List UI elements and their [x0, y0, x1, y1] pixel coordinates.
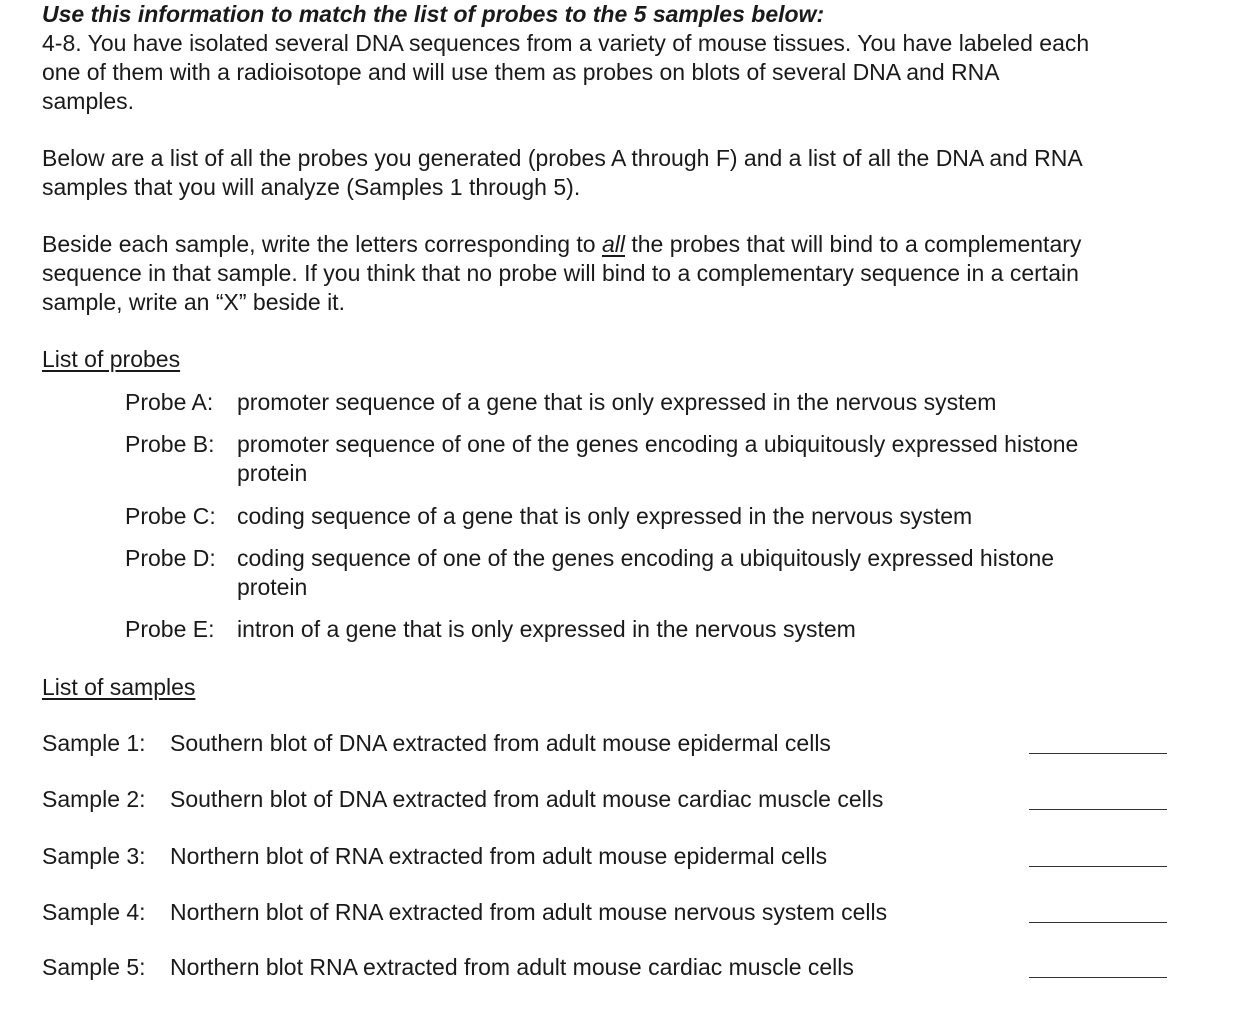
probe-description — [237, 544, 1185, 602]
probe-item — [125, 615, 1185, 644]
sample-description: Southern blot of DNA extracted from adult mouse cardiac muscle cells — [170, 786, 884, 812]
probe-item — [125, 502, 1185, 531]
intro-paragraph — [42, 29, 1202, 116]
instructions-emphasis: all — [601, 231, 625, 257]
probe-label: Probe A: — [125, 389, 214, 415]
probes-title: List of probes — [42, 346, 181, 372]
lists-paragraph — [42, 144, 1202, 202]
instructions-paragraph — [42, 230, 1202, 317]
instructions-line: sample, write an “X” beside it. — [42, 289, 345, 315]
samples-title: List of samples — [42, 674, 196, 700]
probe-line: promoter sequence of one of the genes encoding a ubiquitously expressed histone — [237, 431, 1079, 457]
sample-row — [42, 842, 1202, 871]
answer-blank[interactable] — [1029, 977, 1167, 978]
sample-row — [42, 785, 1202, 814]
sample-label: Sample 3: — [42, 843, 146, 869]
probe-description — [237, 430, 1185, 488]
intro-line: 4-8. You have isolated several DNA sequences from a variety of mouse tissues. You have labeled each — [42, 30, 1090, 56]
instructions-line: sequence in that sample. If you think that no probe will bind to a complementary sequence in a certain — [42, 260, 1079, 286]
probe-item — [125, 544, 1185, 602]
sample-label: Sample 1: — [42, 730, 146, 756]
probe-line: coding sequence of a gene that is only expressed in the nervous system — [237, 503, 973, 529]
intro-line: one of them with a radioisotope and will use them as probes on blots of several DNA and RNA — [42, 59, 1000, 85]
sample-description: Southern blot of DNA extracted from adult mouse epidermal cells — [170, 730, 831, 756]
instructions-text: Beside each sample, write the letters corresponding to — [42, 231, 602, 257]
probe-label: Probe B: — [125, 431, 215, 457]
answer-blank[interactable] — [1029, 922, 1167, 923]
probe-line: protein — [237, 460, 308, 486]
sample-row — [42, 898, 1202, 927]
sample-row — [42, 729, 1202, 758]
sample-description: Northern blot of RNA extracted from adult mouse nervous system cells — [170, 899, 888, 925]
sample-row — [42, 953, 1202, 982]
probe-line: protein — [237, 574, 308, 600]
intro-line: samples. — [42, 88, 135, 114]
probe-line: intron of a gene that is only expressed in the nervous system — [237, 616, 856, 642]
sample-description: Northern blot RNA extracted from adult mouse cardiac muscle cells — [170, 954, 854, 980]
sample-label: Sample 4: — [42, 899, 146, 925]
sample-label: Sample 2: — [42, 786, 146, 812]
probe-item — [125, 388, 1185, 417]
sample-description: Northern blot of RNA extracted from adult mouse epidermal cells — [170, 843, 828, 869]
lists-line: Below are a list of all the probes you generated (probes A through F) and a list of all the DNA and RNA — [42, 145, 1083, 171]
probe-line: promoter sequence of a gene that is only expressed in the nervous system — [237, 389, 997, 415]
probe-label: Probe C: — [125, 503, 216, 529]
answer-blank[interactable] — [1029, 753, 1167, 754]
answer-blank[interactable] — [1029, 866, 1167, 867]
lists-line: samples that you will analyze (Samples 1 through 5). — [42, 174, 581, 200]
answer-blank[interactable] — [1029, 809, 1167, 810]
probe-description — [237, 615, 1185, 644]
probe-label: Probe D: — [125, 545, 216, 571]
probe-description — [237, 388, 1185, 417]
worksheet-heading: Use this information to match the list of probes to the 5 samples below: — [42, 1, 825, 27]
sample-label: Sample 5: — [42, 954, 146, 980]
probe-line: coding sequence of one of the genes encoding a ubiquitously expressed histone — [237, 545, 1055, 571]
probe-label: Probe E: — [125, 616, 215, 642]
instructions-text: the probes that will bind to a complementary — [624, 231, 1082, 257]
instructions-line — [42, 230, 1202, 259]
probe-description — [237, 502, 1185, 531]
probe-item — [125, 430, 1185, 488]
